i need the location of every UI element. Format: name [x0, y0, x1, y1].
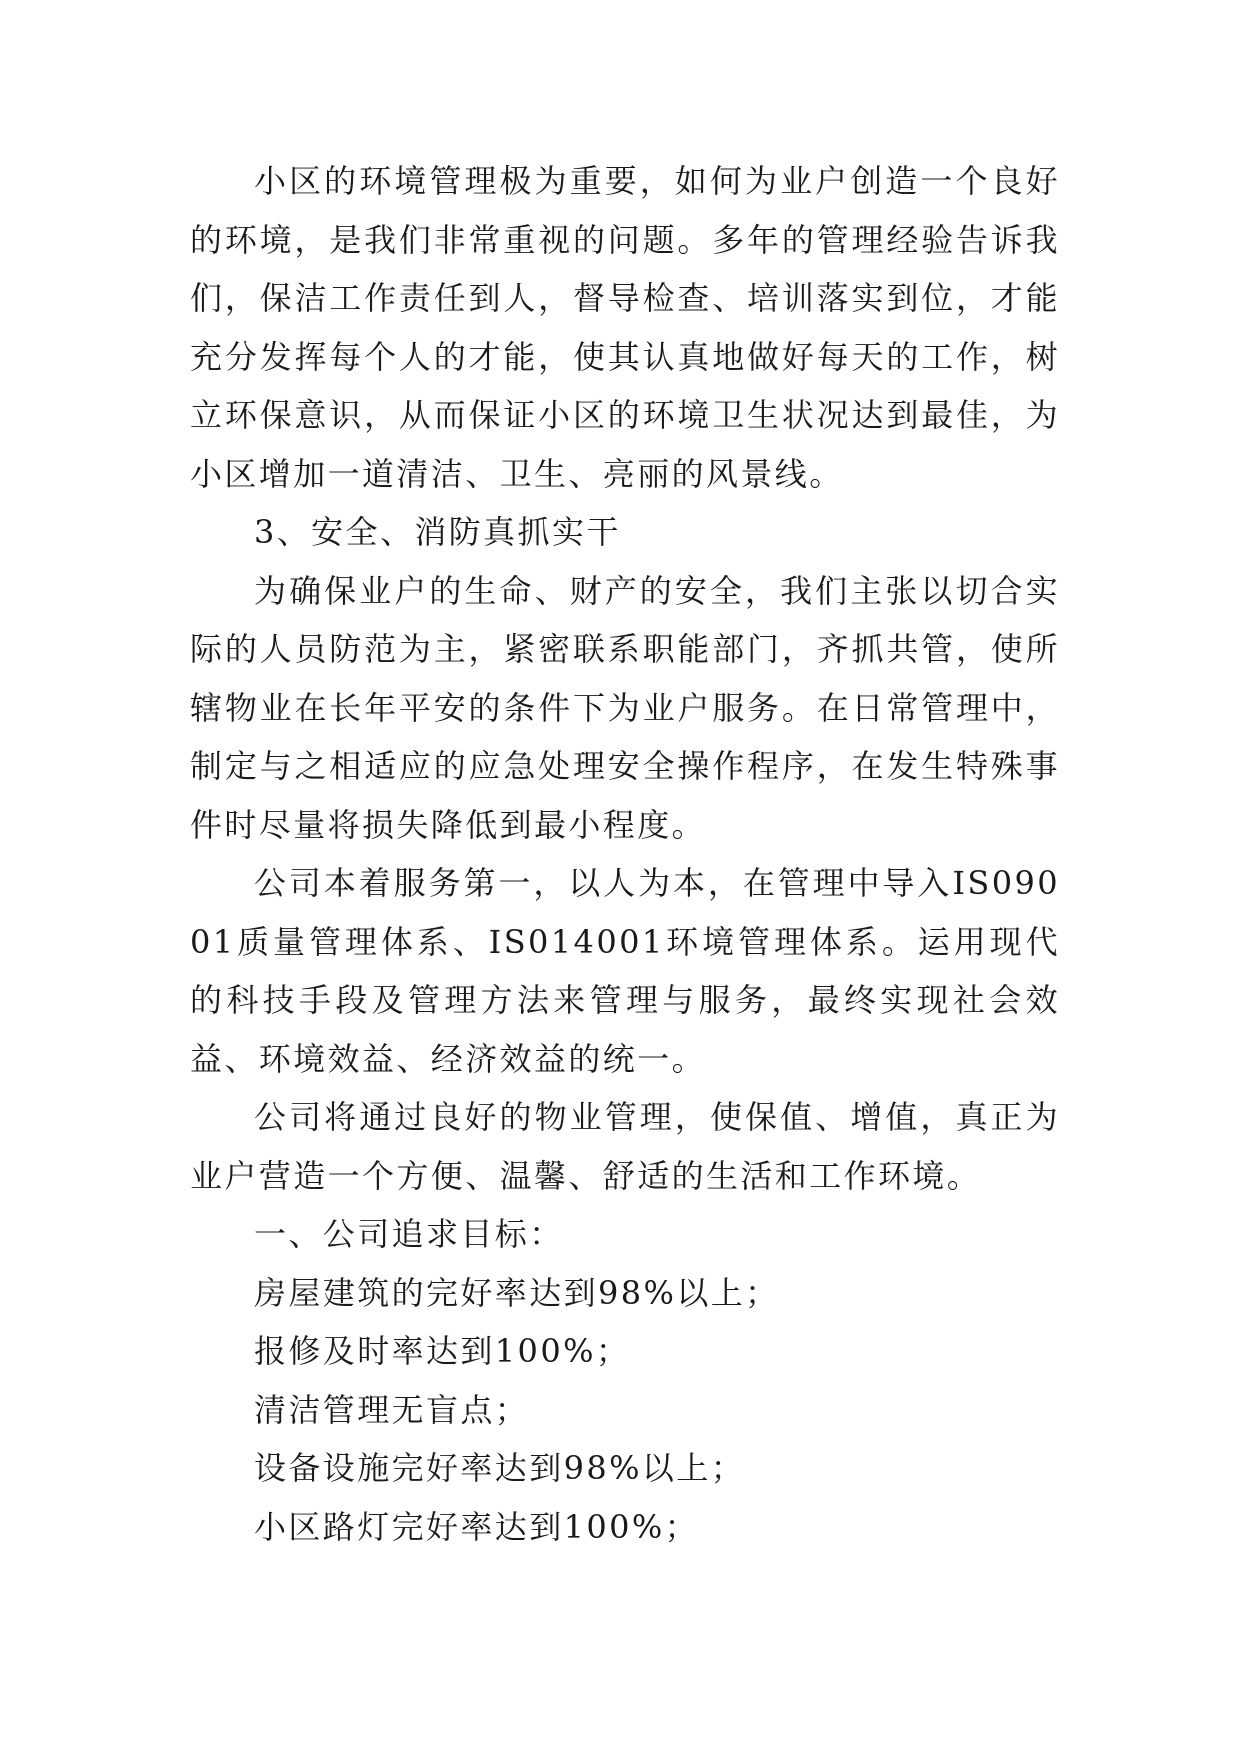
goal-item: 房屋建筑的完好率达到98%以上；: [254, 1273, 780, 1312]
goal-item: 清洁管理无盲点；: [254, 1390, 530, 1429]
goal-item: 设备设施完好率达到98%以上；: [254, 1449, 746, 1487]
document-page: [190, 152, 1060, 1556]
section-heading-safety: 3、安全、消防真抓实干: [254, 513, 621, 551]
paragraph-value: 公司将通过良好的物业管理，使保值、增值，真正为业户营造一个方便、温馨、舒适的生活和工作环境。: [190, 1098, 1060, 1195]
goal-item: 小区路灯完好率达到100%；: [254, 1507, 700, 1546]
paragraph-environment: 小区的环境管理极为重要，如何为业户创造一个良好的环境，是我们非常重视的问题。多年的管理经验告诉我们，保洁工作责任到人，督导检查、培训落实到位，才能充分发挥每个人的才能，使其认真地做好每天的工作，树立环保意识，从而保证小区的环境卫生状况达到最佳，为小区增加一道清洁、卫生、亮丽的风景线。: [190, 162, 1060, 493]
paragraph-safety: 为确保业户的生命、财产的安全，我们主张以切合实际的人员防范为主，紧密联系职能部门，齐抓共管，使所辖物业在长年平安的条件下为业户服务。在日常管理中，制定与之相适应的应急处理安全操作程序，在发生特殊事件时尽量将损失降低到最小程度。: [190, 571, 1060, 844]
paragraph-iso: 公司本着服务第一，以人为本，在管理中导入IS09001质量管理体系、IS014001环境管理体系。运用现代的科技手段及管理方法来管理与服务，最终实现社会效益、环境效益、经济效益的统一。: [190, 864, 1060, 1078]
goal-item: 报修及时率达到100%；: [254, 1332, 631, 1370]
goals-heading: 一、公司追求目标：: [254, 1215, 564, 1253]
